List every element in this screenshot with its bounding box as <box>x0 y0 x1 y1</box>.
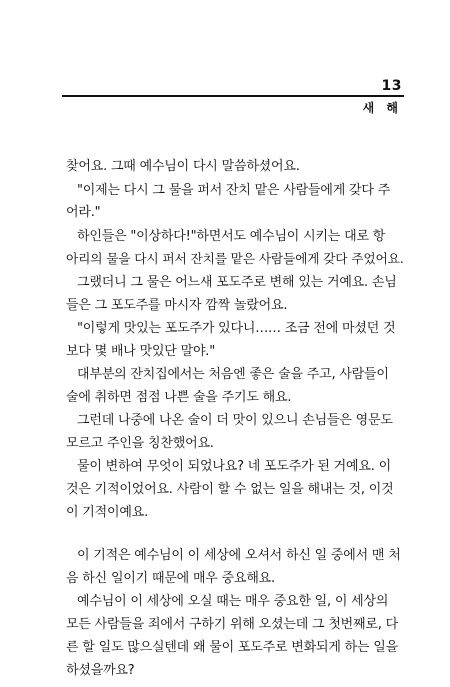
section-title: 새 해 <box>362 101 402 115</box>
text-line: 음 하신 일이기 때문에 매우 중요해요. <box>66 571 275 587</box>
text-line: 그랬더니 그 물은 어느새 포도주로 변해 있는 거예요. 손님 <box>77 274 397 290</box>
text-line: 물이 변하여 무엇이 되었나요? 네 포도주가 된 거예요. 이 <box>77 459 391 475</box>
text-line: 모르고 주인을 칭찬했어요. <box>66 436 214 452</box>
text-line: 른 할 일도 많으실텐데 왜 물이 포도주로 변화되게 하는 일을 <box>66 640 398 655</box>
text-line: 이 기적은 예수님이 이 세상에 오셔서 하신 일 중에서 맨 처 <box>77 548 401 564</box>
text-line: 예수님이 이 세상에 오실 때는 매우 중요한 일, 이 세상의 <box>77 594 389 610</box>
text-line: "이렇게 맛있는 포도주가 있다니…… 조금 전에 마셨던 것 <box>77 320 396 336</box>
text-line: 하셨을까요? <box>66 663 135 678</box>
text-line: 이 기적이예요. <box>66 505 149 521</box>
text-line: 것은 기적이었어요. 사람이 할 수 없는 일을 해내는 것, 이것 <box>66 482 394 498</box>
text-line: 그런데 나중에 나온 술이 더 맛이 있으니 손님들은 영문도 <box>77 413 393 429</box>
text-line: 대부분의 잔치집에서는 처음엔 좋은 술을 주고, 사람들이 <box>77 366 389 382</box>
text-line: "이제는 다시 그 물을 퍼서 잔치 맡은 사람들에게 갖다 주 <box>77 182 391 198</box>
header-rule <box>62 95 404 97</box>
text-line: 찾어요. 그때 예수님이 다시 말씀하셨어요. <box>66 159 300 174</box>
text-line: 술에 취하면 점점 나쁜 술을 주기도 해요. <box>66 389 292 405</box>
text-line: 보다 몇 배나 맛있단 말야." <box>66 343 216 359</box>
text-line: 들은 그 포도주를 마시자 깜짝 놀랐어요. <box>66 297 288 313</box>
text-line: 모든 사람들을 죄에서 구하기 위해 오셨는데 그 첫번째로, 다 <box>66 617 398 633</box>
text-line: 하인들은 "이상하다!"하면서도 예수님이 시키는 대로 항 <box>77 228 386 244</box>
page-number: 13 <box>381 78 402 94</box>
text-line: 아리의 물을 다시 퍼서 잔치를 맡은 사람들에게 갖다 주었어요. <box>66 251 404 267</box>
text-line: 어라." <box>66 204 101 220</box>
